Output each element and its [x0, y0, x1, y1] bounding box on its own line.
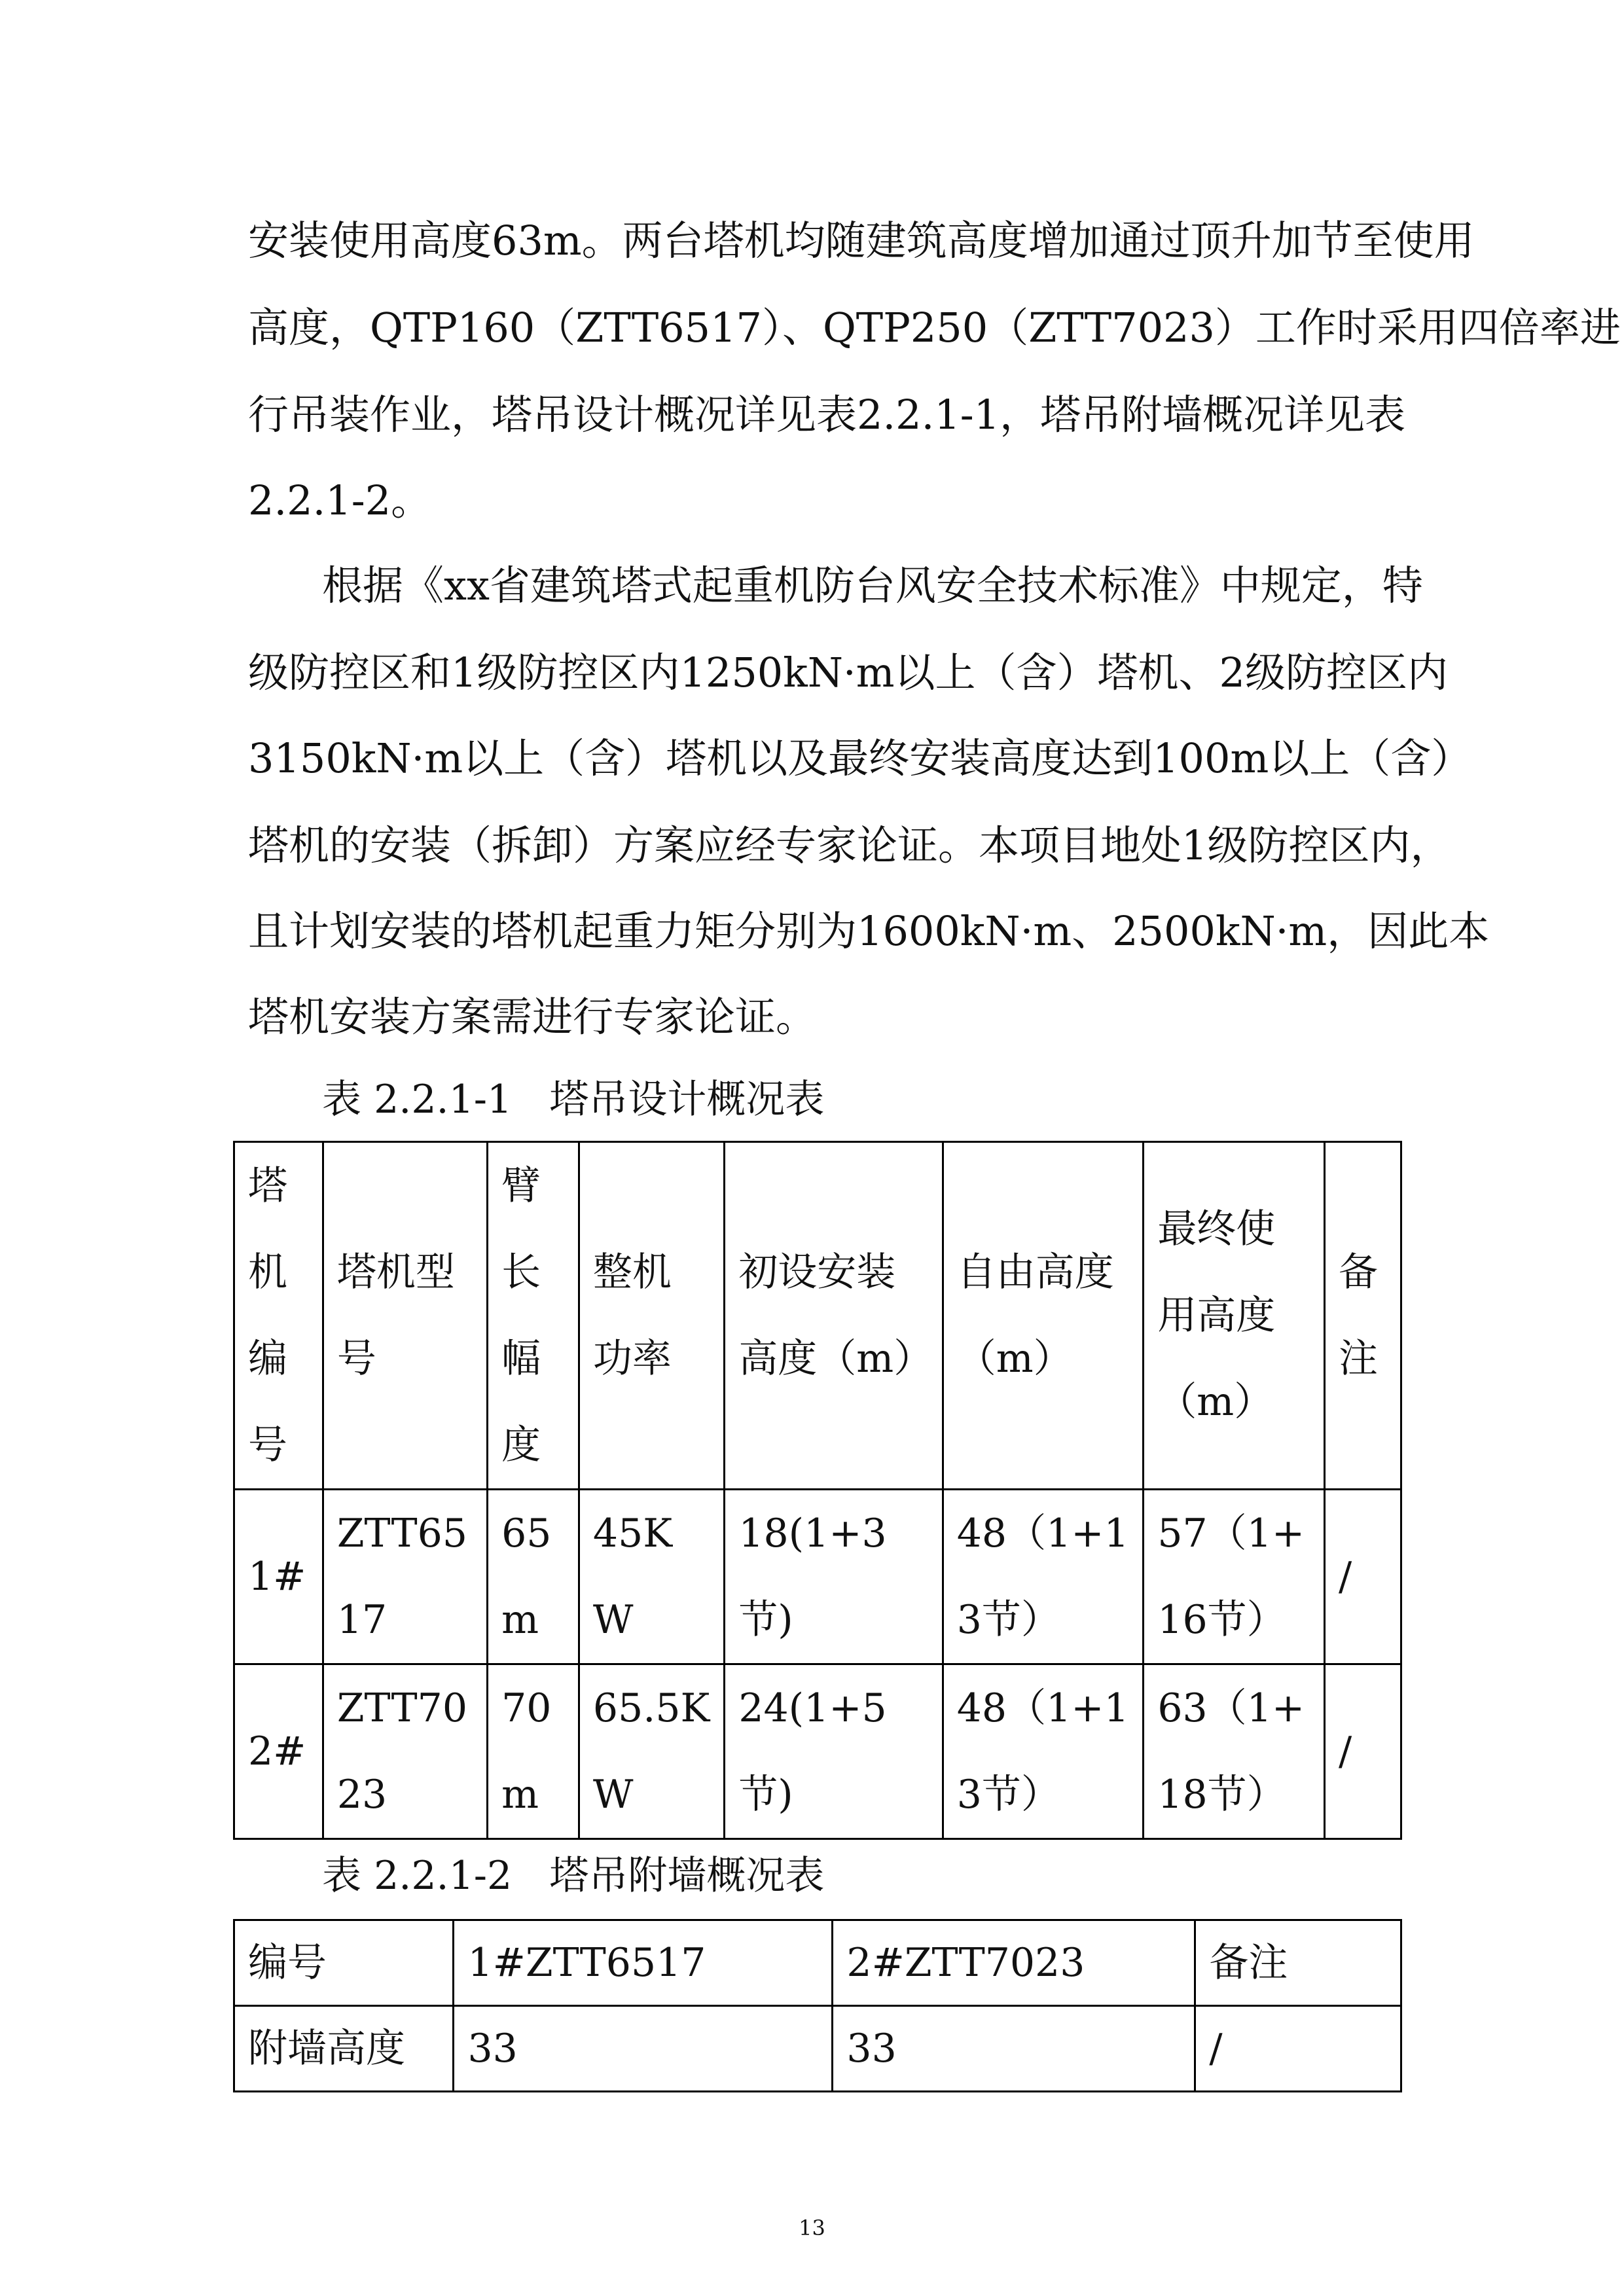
cell: 63（1+18节）: [1144, 1664, 1325, 1839]
cell: 57（1+16节）: [1144, 1490, 1325, 1664]
header-cell: 自由高度（m）: [943, 1142, 1144, 1490]
cell: 附墙高度: [234, 2006, 454, 2092]
table2-caption: 表 2.2.1-2 塔吊附墙概况表: [322, 1853, 825, 1899]
text-line: 级防控区和1级防控区内1250kN·m以上（含）塔机、2级防控区内: [248, 649, 1448, 696]
header-cell: 整机功率: [579, 1142, 724, 1490]
table-header-row: [234, 1142, 1401, 1490]
cell: ZTT6517: [323, 1490, 487, 1664]
cell: 33: [454, 2006, 833, 2092]
table-row: [234, 1490, 1401, 1664]
tower-crane-design-table: [233, 1141, 1402, 1840]
table-header-row: [234, 1920, 1401, 2006]
text-line: 且计划安装的塔机起重力矩分别为1600kN·m、2500kN·m，因此本: [248, 907, 1490, 955]
cell: 2#: [234, 1664, 323, 1839]
cell: 45KW: [579, 1490, 724, 1664]
cell: /: [1325, 1490, 1401, 1664]
header-cell: 备注: [1195, 1920, 1401, 2006]
text-line: 高度，QTP160（ZTT6517）、QTP250（ZTT7023）工作时采用四倍率进: [248, 304, 1621, 351]
header-cell: 2#ZTT7023: [833, 1920, 1195, 2006]
wall-attachment-table: [233, 1919, 1402, 2092]
header-cell: 塔机型号: [323, 1142, 487, 1490]
header-cell: 臂长幅度: [488, 1142, 579, 1490]
table-row: [234, 1664, 1401, 1839]
cell: 65.5KW: [579, 1664, 724, 1839]
text-line: 行吊装作业，塔吊设计概况详见表2.2.1-1，塔吊附墙概况详见表: [248, 391, 1406, 439]
text-line: 安装使用高度63m。两台塔机均随建筑高度增加通过顶升加节至使用: [248, 217, 1475, 264]
cell: /: [1325, 1664, 1401, 1839]
cell: 24(1+5节): [725, 1664, 943, 1839]
header-cell: 初设安装高度（m）: [725, 1142, 943, 1490]
cell: 48（1+13节）: [943, 1664, 1144, 1839]
cell: 48（1+13节）: [943, 1490, 1144, 1664]
text-line: 3150kN·m以上（含）塔机以及最终安装高度达到100m以上（含）: [248, 734, 1472, 782]
header-cell: 备注: [1325, 1142, 1401, 1490]
cell: 18(1+3节): [725, 1490, 943, 1664]
cell: 1#: [234, 1490, 323, 1664]
header-cell: 最终使用高度（m）: [1144, 1142, 1325, 1490]
text-line: 2.2.1-2。: [248, 476, 432, 524]
header-cell: 塔机编号: [234, 1142, 323, 1490]
table-row: [234, 2006, 1401, 2092]
cell: 65m: [488, 1490, 579, 1664]
text-line: 根据《xx省建筑塔式起重机防台风安全技术标准》中规定，特: [322, 562, 1423, 609]
cell: 33: [833, 2006, 1195, 2092]
table1-caption: 表 2.2.1-1 塔吊设计概况表: [322, 1077, 825, 1122]
cell: 70m: [488, 1664, 579, 1839]
cell: ZTT7023: [323, 1664, 487, 1839]
header-cell: 1#ZTT6517: [454, 1920, 833, 2006]
page-number: 13: [799, 2215, 825, 2240]
text-line: 塔机安装方案需进行专家论证。: [248, 993, 817, 1041]
header-cell: 编号: [234, 1920, 454, 2006]
text-line: 塔机的安装（拆卸）方案应经专家论证。本项目地处1级防控区内，: [248, 821, 1451, 869]
cell: /: [1195, 2006, 1401, 2092]
